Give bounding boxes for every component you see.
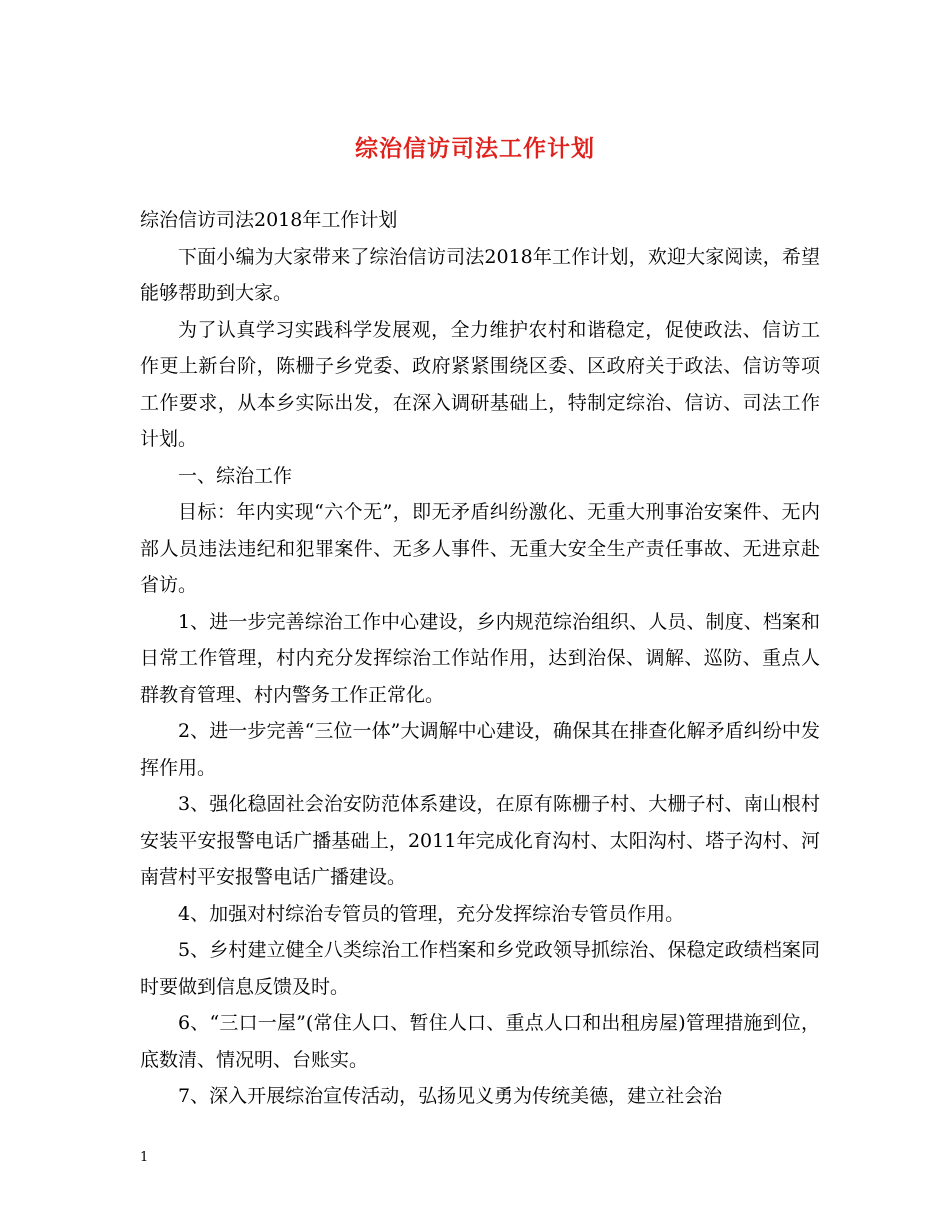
paragraph-intro: 下面小编为大家带来了综治信访司法2018年工作计划，欢迎大家阅读，希望能够帮助到大家。: [140, 245, 820, 304]
list-item-3: 3、强化稳固社会治安防范体系建设，在原有陈栅子村、大栅子村、南山根村安装平安报警电话广播基础上，2011年完成化育沟村、太阳沟村、塔子沟村、河南营村平安报警电话广播建设。: [140, 793, 820, 888]
document-title: 综治信访司法工作计划: [355, 135, 595, 162]
list-item-1: 1、进一步完善综治工作中心建设，乡内规范综治组织、人员、制度、档案和日常工作管理，村内充分发挥综治工作站作用，达到治保、调解、巡防、重点人群教育管理、村内警务工作正常化。: [140, 610, 820, 706]
page-number: 1: [140, 1150, 149, 1165]
list-item-6: 6、“三口一屋”(常住人口、暂住人口、重点人口和出租房屋)管理措施到位，底数清、情况明、台账实。: [140, 1012, 820, 1071]
document-body: [140, 202, 820, 1115]
paragraph-goal: 目标：年内实现“六个无”，即无矛盾纠纷激化、无重大刑事治安案件、无内部人员违法违纪和犯罪案件、无多人事件、无重大安全生产责任事故、无进京赴省访。: [140, 501, 820, 596]
section-heading-zongzhi: 一、综治工作: [178, 464, 293, 487]
paragraph-subtitle: 综治信访司法2018年工作计划: [140, 209, 398, 231]
paragraph-purpose: 为了认真学习实践科学发展观，全力维护农村和谐稳定，促使政法、信访工作更上新台阶，陈栅子乡党委、政府紧紧围绕区委、区政府关于政法、信访等项工作要求，从本乡实际出发，在深入调研基础上，特制定综治、信访、司法工作计划。: [140, 318, 820, 450]
list-item-2: 2、进一步完善“三位一体”大调解中心建设，确保其在排查化解矛盾纠纷中发挥作用。: [140, 720, 820, 779]
list-item-5: 5、乡村建立健全八类综治工作档案和乡党政领导抓综治、保稳定政绩档案同时要做到信息反馈及时。: [140, 939, 820, 998]
list-item-7: 7、深入开展综治宣传活动，弘扬见义勇为传统美德，建立社会治: [178, 1085, 723, 1107]
list-item-4: 4、加强对村综治专管员的管理，充分发挥综治专管员作用。: [178, 902, 685, 925]
